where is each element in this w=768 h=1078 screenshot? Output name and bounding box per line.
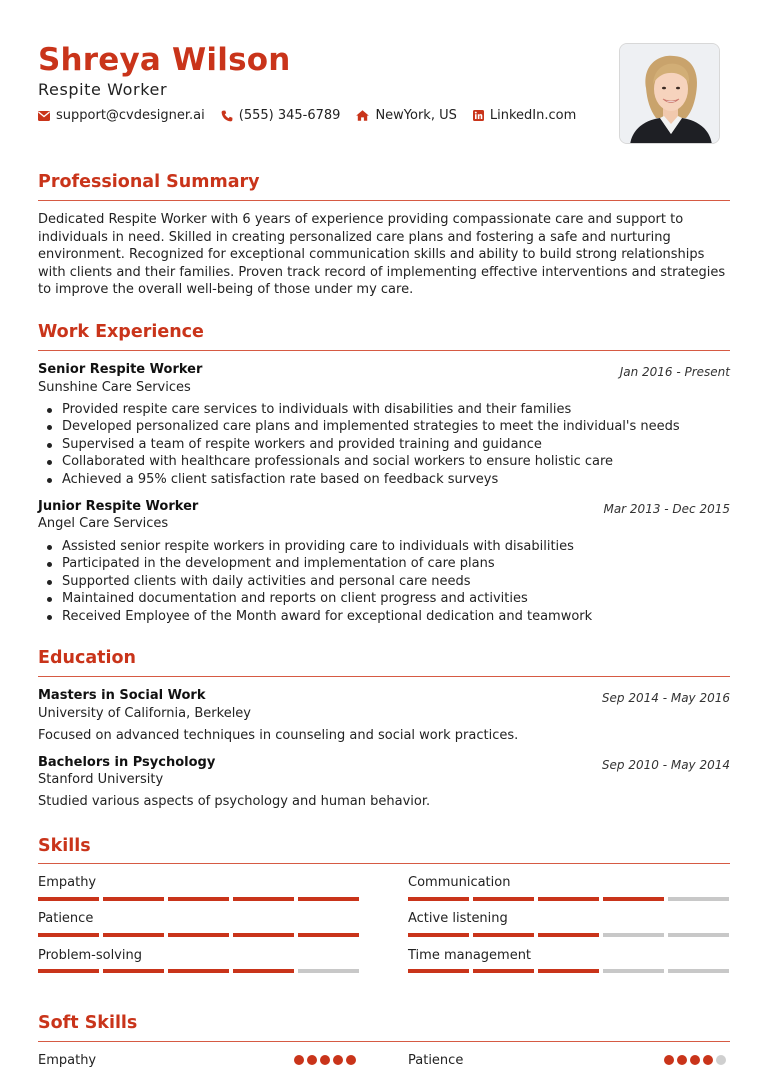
contact-linkedin[interactable] (473, 108, 576, 123)
degree-dates: Sep 2010 - May 2014 (601, 758, 730, 772)
contact-email[interactable] (38, 108, 205, 123)
section-title-summary: Professional Summary (38, 172, 260, 192)
skill-level-segment (538, 969, 599, 973)
rating-dot (677, 1055, 687, 1065)
skill-level-segment (538, 933, 599, 937)
phone-text: (555) 345-6789 (238, 108, 341, 123)
rating-dot (664, 1055, 674, 1065)
skill-level-segment (168, 933, 229, 937)
degree-description: Focused on advanced techniques in counseling and social work practices. (38, 728, 519, 743)
skill-level-segment (408, 969, 469, 973)
skill-level-segment (233, 897, 294, 901)
section-title-soft-skills: Soft Skills (38, 1013, 138, 1033)
candidate-role: Respite Worker (38, 80, 168, 99)
skill-name: Active listening (408, 911, 508, 926)
skill-name: Problem-solving (38, 948, 142, 963)
job-bullet: Collaborated with healthcare professionals and social workers to ensure holistic care (62, 453, 680, 470)
skill-level-segment (603, 933, 664, 937)
school-name: University of California, Berkeley (38, 706, 251, 721)
degree-title: Bachelors in Psychology (38, 755, 216, 770)
skill-level-segment (668, 897, 729, 901)
job-bullet: Supported clients with daily activities and personal care needs (62, 573, 592, 590)
skill-level-segment (668, 933, 729, 937)
job-bullet: Provided respite care services to individuals with disabilities and their families (62, 401, 680, 418)
job-bullet: Received Employee of the Month award for exceptional dedication and teamwork (62, 608, 593, 624)
section-title-experience: Work Experience (38, 322, 204, 342)
rating-dot (703, 1055, 713, 1065)
linkedin-icon (473, 110, 484, 121)
skill-level-segment (603, 969, 664, 973)
degree-description: Studied various aspects of psychology and human behavior. (38, 794, 431, 809)
degree-dates: Sep 2014 - May 2016 (601, 691, 730, 705)
skill-level-segment (168, 969, 229, 973)
location-text: NewYork, US (375, 108, 457, 123)
section-title-education: Education (38, 648, 136, 668)
skill-level-segment (603, 897, 664, 901)
skill-level-bar (38, 969, 359, 973)
rating-dot (294, 1055, 304, 1065)
summary-text: Dedicated Respite Worker with 6 years of experience providing compassionate care and support to individuals in need. Skilled in creating personalized care plans and fostering a safe and nurturing environment. Recognized for exceptional communication skills and ability to build strong relationships with clients and their families. Proven track record of implementing effective interventions and strategies to improve the overall well-being of those under my care. (38, 212, 726, 298)
skill-level-segment (473, 897, 534, 901)
section-divider (38, 200, 730, 201)
skill-level-segment (103, 897, 164, 901)
skill-level-segment (408, 933, 469, 937)
skill-level-bar (408, 897, 729, 901)
job-position: Senior Respite Worker (38, 362, 203, 377)
skill-level-bar (408, 933, 729, 937)
job-bullet: Assisted senior respite workers in providing care to individuals with disabilities (62, 538, 592, 555)
skill-level-segment (538, 897, 599, 901)
skill-name: Time management (408, 948, 532, 963)
job-bullets (62, 401, 680, 488)
skill-level-segment (298, 969, 359, 973)
rating-dot (716, 1055, 726, 1065)
skill-level-segment (103, 969, 164, 973)
job-bullet: Supervised a team of respite workers and provided training and guidance (62, 436, 680, 453)
soft-skill-name: Empathy (38, 1053, 97, 1068)
skill-level-segment (38, 969, 99, 973)
skill-level-segment (38, 933, 99, 937)
soft-skill-name: Patience (408, 1053, 464, 1068)
rating-dot (690, 1055, 700, 1065)
job-dates: Mar 2013 - Dec 2015 (603, 502, 730, 516)
phone-icon (221, 110, 233, 122)
skill-name: Patience (38, 911, 94, 926)
skill-level-segment (298, 897, 359, 901)
skill-level-segment (38, 897, 99, 901)
profile-photo (619, 43, 720, 144)
skill-level-segment (668, 969, 729, 973)
skill-level-segment (233, 969, 294, 973)
job-company: Angel Care Services (38, 516, 169, 531)
section-divider (38, 676, 730, 677)
degree-title: Masters in Social Work (38, 688, 206, 703)
job-dates: Jan 2016 - Present (619, 365, 730, 379)
section-divider (38, 863, 730, 864)
job-bullet: Maintained documentation and reports on client progress and activities (62, 590, 592, 607)
skill-level-segment (298, 933, 359, 937)
candidate-name: Shreya Wilson (38, 42, 291, 78)
skill-name: Communication (408, 875, 511, 890)
rating-dot (307, 1055, 317, 1065)
section-divider (38, 1041, 730, 1042)
job-position: Junior Respite Worker (38, 499, 199, 514)
home-icon (356, 110, 369, 121)
skill-level-segment (473, 933, 534, 937)
skill-level-segment (408, 897, 469, 901)
contact-row (38, 108, 576, 123)
job-company: Sunshine Care Services (38, 380, 191, 395)
skill-level-bar (38, 933, 359, 937)
skill-level-bar (38, 897, 359, 901)
email-text: support@cvdesigner.ai (56, 108, 205, 123)
soft-skill-rating (294, 1055, 356, 1065)
school-name: Stanford University (38, 772, 164, 787)
skill-level-segment (168, 897, 229, 901)
job-bullet: Participated in the development and implementation of care plans (62, 555, 592, 572)
rating-dot (320, 1055, 330, 1065)
linkedin-text: LinkedIn.com (489, 108, 577, 123)
skill-level-segment (473, 969, 534, 973)
job-bullet: Developed personalized care plans and implemented strategies to meet the individual's needs (62, 419, 680, 435)
section-title-skills: Skills (38, 836, 91, 856)
skill-level-bar (408, 969, 729, 973)
skill-level-segment (103, 933, 164, 937)
job-bullet: Achieved a 95% client satisfaction rate based on feedback surveys (62, 471, 680, 488)
skill-name: Empathy (38, 875, 97, 890)
rating-dot (346, 1055, 356, 1065)
section-divider (38, 350, 730, 351)
envelope-icon (38, 111, 50, 121)
contact-phone[interactable] (221, 108, 341, 123)
contact-location (356, 108, 456, 123)
skill-level-segment (233, 933, 294, 937)
rating-dot (333, 1055, 343, 1065)
soft-skill-rating (664, 1055, 726, 1065)
job-bullets (62, 538, 592, 625)
